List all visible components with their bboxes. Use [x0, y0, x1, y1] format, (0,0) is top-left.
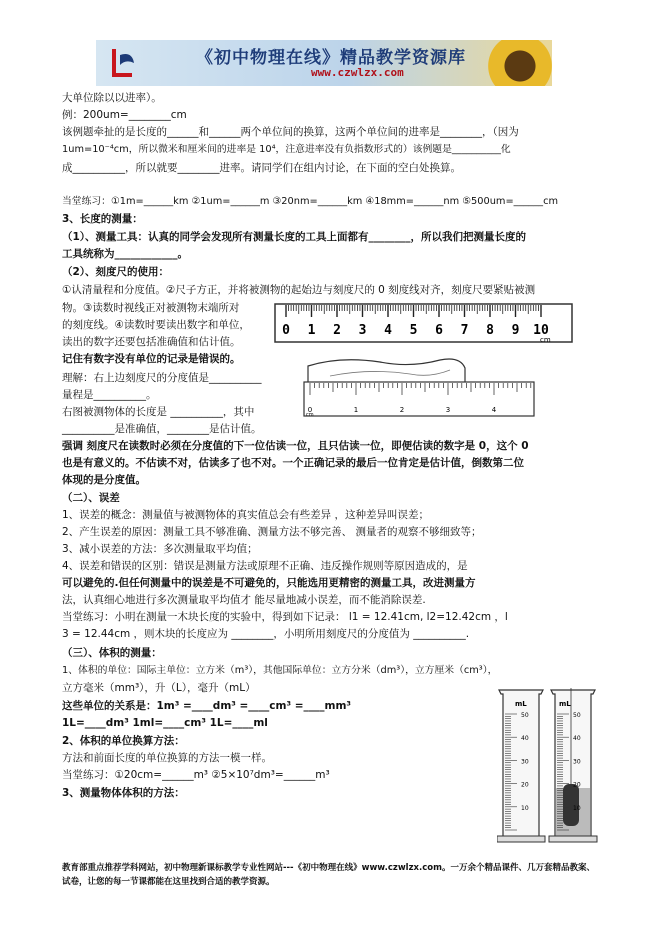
ruler-1-tick-label: 8 — [486, 323, 494, 338]
ruler-1-tick-label: 9 — [511, 323, 520, 338]
text-line: 工具统称为____________。 — [62, 248, 188, 260]
text-line: 大单位除以以进率）。 — [62, 92, 162, 104]
text-line: 2、产生误差的原因：测量工具不够准确、测量方法不够完善、 测量者的观察不够细致等； — [62, 526, 482, 538]
text-line: 的刻度线。④读数时要读出数字和单位， — [62, 319, 250, 331]
text-line: 可以避免的.但任何测量中的误差是不可避免的，只能选用更精密的测量工具，改进测量方 — [62, 577, 476, 589]
cylinder-tick-label: 10 — [521, 804, 529, 812]
practice-line: 当堂练习：①1m=______km ②1um=______m ③20nm=______km ④18mm=______nm ⑤500um=______cm — [62, 196, 558, 207]
practice-line: 当堂练习：小明在测量一木块长度的实验中，得到如下记录： l1 = 12.41cm, l2=12.42cm ，l — [62, 611, 508, 623]
emphasis-line: 也是有意义的。不估读不对，估读多了也不对。一个正确记录的最后一位肯定是估计值，倒数第二位 — [62, 457, 524, 469]
cylinder-tick-label: 40 — [573, 735, 581, 743]
ruler-2-tick-label: 4 — [491, 406, 497, 414]
text-line: 4、误差和错误的区别：错误是测量方法或原理不正确、违反操作规则等原因造成的，是 — [62, 560, 468, 572]
text-line: 该例题牵扯的是长度的______和______两个单位间的换算，这两个单位间的进率是________，（因为 — [62, 126, 519, 138]
text-line: 量程是__________。 — [62, 389, 157, 401]
ruler-1-tick-label: 1 — [307, 323, 316, 338]
text-line: 读出的数字还要包括准确值和估计值。 — [62, 336, 241, 348]
text-line: 成__________，所以就要________进率。请同学们在组内讨论，在下面的空白处换算。 — [62, 162, 461, 174]
ruler-1-tick-label: 3 — [358, 323, 367, 338]
text-line: 例：200um=________cm — [62, 109, 187, 121]
ruler-2-unit: cm — [306, 412, 314, 418]
cylinder-tick-label: 50 — [573, 712, 581, 719]
site-logo-icon — [102, 45, 138, 81]
text-line: 1um=10⁻⁴cm，所以微米和厘米间的进率是 10⁴，注意进率没有负指数形式的）该例题是__________化 — [62, 144, 511, 155]
emphasis-line: 强调 刻度尺在读数时必须在分度值的下一位估读一位，且只估读一位，即便估读的数字是 0，这个 0 — [62, 440, 529, 452]
cylinder-tick-label: 30 — [521, 758, 529, 766]
practice-line: 3 = 12.44cm ，则木块的长度应为 ________，小明所用刻度尺的分度值为 __________. — [62, 628, 470, 640]
page-footer: 教育部重点推荐学科网站，初中物理新课标教学专业性网站---《初中物理在线》www.czwlzx.com。一万余个精品课件、几万套精品教案、试卷，让您的每一节课都能在这里找到合适的教学资源。 — [62, 863, 595, 887]
cylinder-tick-label: 20 — [573, 781, 581, 789]
ruler-figure-1 — [274, 303, 574, 345]
ruler-2-tick-label: 3 — [445, 406, 451, 414]
banner-title: 《初中物理在线》精品教学资源库 — [196, 48, 466, 68]
graduated-cylinders-figure — [497, 688, 599, 848]
emphasis-line: 体现的是分度值。 — [62, 474, 146, 486]
section-heading: （三）、体积的测量： — [62, 647, 162, 659]
header-banner — [96, 40, 552, 86]
text-line: 1L=____dm³ 1ml=____cm³ 1L=____ml — [62, 717, 268, 729]
text-line: __________是准确值，________是估计值。 — [62, 423, 262, 435]
section-heading: 3、测量物体体积的方法： — [62, 787, 185, 799]
cylinder-tick-label: 10 — [573, 804, 581, 812]
text-line: 立方毫米（mm³），升（L），毫升（mL） — [62, 682, 256, 694]
cylinder-empty — [497, 690, 545, 842]
text-line: ①认清量程和分度值。②尺子方正，并将被测物的起始边与刻度尺的 0 刻度线对齐，刻度尺要紧贴被测 — [62, 284, 536, 296]
ruler-1-tick-label: 5 — [409, 323, 418, 338]
ruler-1-tick-label: 10 — [533, 323, 549, 338]
sunflower-image — [484, 40, 552, 86]
cylinder-with-object — [549, 688, 597, 842]
section-heading: 3、长度的测量： — [62, 213, 143, 225]
cylinder-tick-label: 40 — [521, 735, 529, 743]
ruler-1-unit: cm — [540, 336, 551, 344]
text-line: 1、误差的概念：测量值与被测物体的真实值总会有些差异 ，这种差异叫误差； — [62, 509, 430, 521]
ruler-2-tick-label: 2 — [399, 406, 405, 414]
ruler-figure-2 — [300, 354, 540, 422]
ruler-1-tick-label: 7 — [460, 323, 469, 338]
ruler-1-tick-label: 0 — [282, 323, 290, 338]
cylinder-2-unit: mL — [559, 700, 571, 708]
text-line: （1）、测量工具：认真的同学会发现所有测量长度的工具上面都有________，所以我们把测量长度的 — [62, 231, 527, 243]
text-line: 记住有数字没有单位的记录是错误的。 — [62, 353, 241, 365]
text-line: 物。③读数时视线正对被测物末端所对 — [62, 302, 240, 314]
practice-line: 当堂练习：①20cm=______m³ ②5×10⁷dm³=______m³ — [62, 769, 330, 781]
section-heading: （二）、误差 — [62, 492, 120, 504]
cylinder-1-unit: mL — [515, 700, 527, 708]
cylinder-tick-label: 50 — [521, 712, 529, 719]
text-line: 法，认真细心地进行多次测量取平均值才 能尽量地减小误差，而不能消除误差. — [62, 594, 426, 606]
ruler-2-tick-label: 0 — [307, 406, 313, 414]
ruler-1-tick-label: 6 — [435, 323, 443, 338]
cylinder-tick-label: 20 — [521, 781, 529, 789]
ruler-2-tick-label: 1 — [353, 406, 359, 414]
section-heading: （2）、刻度尺的使用： — [62, 266, 170, 278]
text-line: 1、体积的单位：国际主单位：立方米（m³），其他国际单位：立方分米（dm³），立方厘米（cm³）， — [62, 665, 498, 676]
text-line: 3、减小误差的方法：多次测量取平均值； — [62, 543, 258, 555]
text-line: 理解：右上边刻度尺的分度值是__________ — [62, 372, 262, 384]
text-line: 这些单位的关系是：1m³ =____dm³ =____cm³ =____mm³ — [62, 700, 352, 712]
cylinder-tick-label: 30 — [573, 758, 581, 766]
ruler-1-tick-label: 4 — [384, 323, 392, 338]
banner-url[interactable]: www.czwlzx.com — [311, 66, 404, 79]
section-heading: 2、体积的单位换算方法： — [62, 735, 185, 747]
ruler-1-tick-label: 2 — [333, 323, 341, 338]
text-line: 右图被测物体的长度是 __________，其中 — [62, 406, 255, 418]
text-line: 方法和前面长度的单位换算的方法一模一样。 — [62, 752, 272, 764]
